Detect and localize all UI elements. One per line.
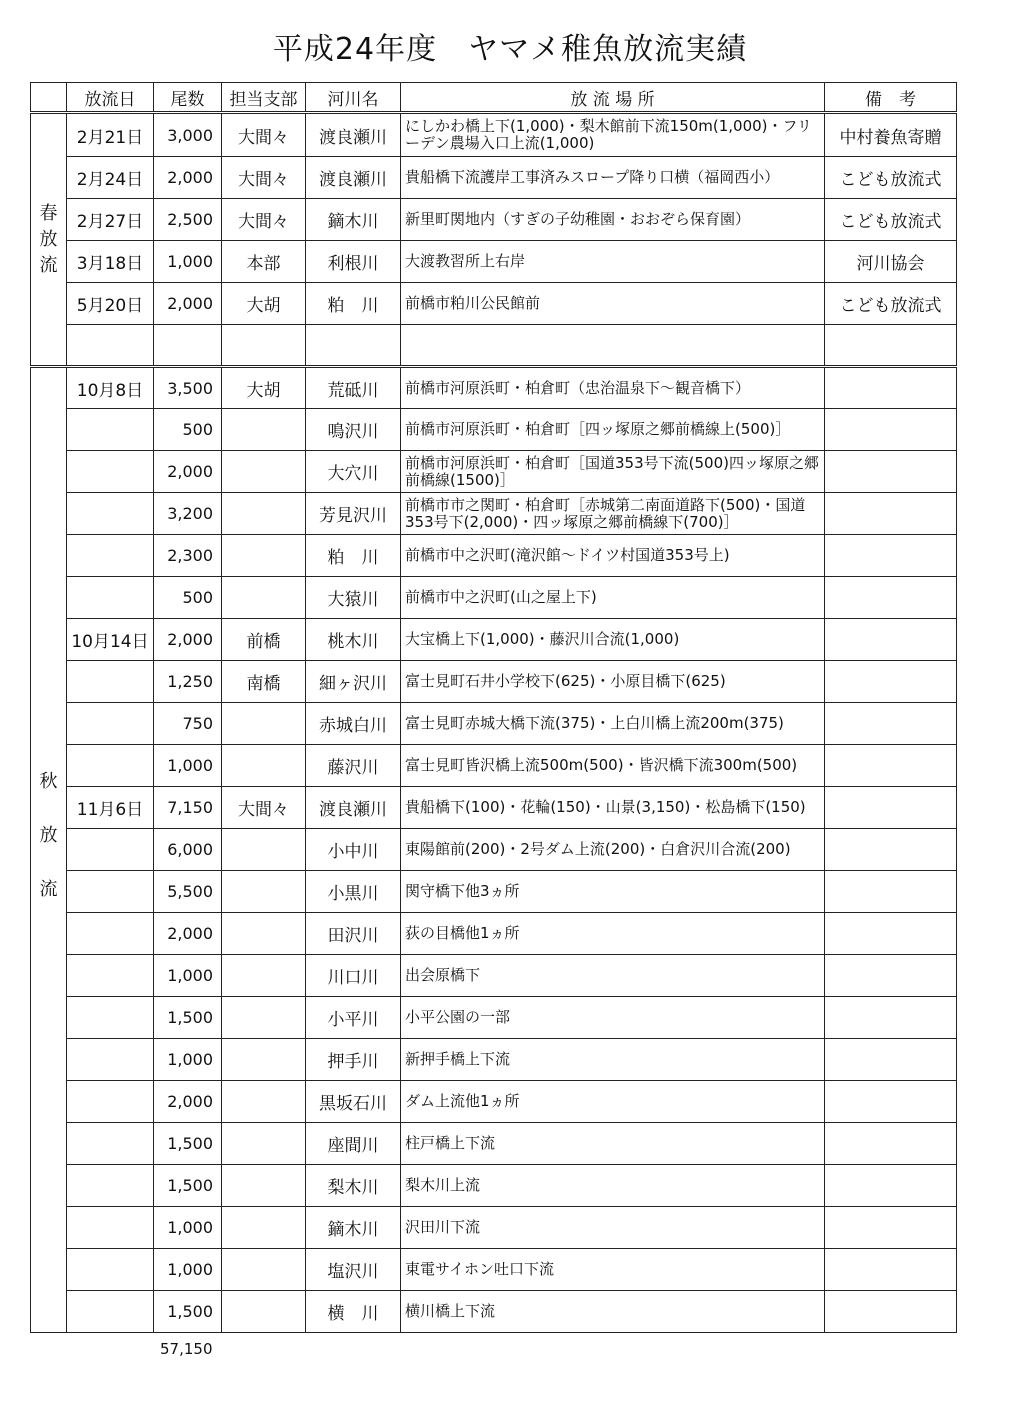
corner-cell <box>31 83 67 113</box>
note-cell <box>825 703 957 745</box>
place-cell: 荻の目橋他1ヵ所 <box>401 913 825 955</box>
release-date-cell <box>67 955 154 997</box>
header-date: 放流日 <box>67 83 154 113</box>
place-cell: 出会原橋下 <box>401 955 825 997</box>
count-cell: 3,500 <box>154 367 222 409</box>
count-cell: 500 <box>154 409 222 451</box>
table-row <box>31 1039 957 1081</box>
header-note: 備 考 <box>825 83 957 113</box>
place-cell: 大宝橋上下(1,000)・藤沢川合流(1,000) <box>401 619 825 661</box>
release-date-cell: 5月20日 <box>67 283 154 325</box>
count-cell <box>154 325 222 367</box>
table-row <box>31 1291 957 1333</box>
note-cell <box>825 1165 957 1207</box>
count-cell: 1,500 <box>154 997 222 1039</box>
release-date-cell: 2月24日 <box>67 157 154 199</box>
count-cell: 2,000 <box>154 451 222 493</box>
release-date-cell <box>67 997 154 1039</box>
place-cell: 沢田川下流 <box>401 1207 825 1249</box>
count-cell: 3,200 <box>154 493 222 535</box>
branch-cell <box>222 535 306 577</box>
branch-cell <box>222 829 306 871</box>
note-cell <box>825 829 957 871</box>
release-table <box>30 82 957 1333</box>
count-cell: 6,000 <box>154 829 222 871</box>
release-date-cell <box>67 829 154 871</box>
note-cell: こども放流式 <box>825 157 957 199</box>
note-cell <box>825 577 957 619</box>
table-row <box>31 955 957 997</box>
branch-cell <box>222 997 306 1039</box>
note-cell <box>825 745 957 787</box>
river-cell: 粕 川 <box>306 283 401 325</box>
table-row <box>31 829 957 871</box>
river-cell: 赤城白川 <box>306 703 401 745</box>
table-row <box>31 997 957 1039</box>
branch-cell <box>222 451 306 493</box>
place-cell: 前橋市中之沢町(滝沢館～ドイツ村国道353号上) <box>401 535 825 577</box>
note-cell <box>825 955 957 997</box>
river-cell: 梨木川 <box>306 1165 401 1207</box>
release-date-cell <box>67 577 154 619</box>
autumn-season-label <box>31 367 67 1333</box>
release-date-cell <box>67 451 154 493</box>
branch-cell <box>222 409 306 451</box>
table-row <box>31 745 957 787</box>
branch-cell: 南橋 <box>222 661 306 703</box>
place-cell: 前橋市河原浜町・柏倉町［国道353号下流(500)四ッ塚原之郷前橋線(1500)］ <box>401 451 825 493</box>
river-cell: 横 川 <box>306 1291 401 1333</box>
branch-cell <box>222 703 306 745</box>
release-date-cell: 10月8日 <box>67 367 154 409</box>
table-row <box>31 1207 957 1249</box>
total-count: 57,150 <box>160 1340 213 1358</box>
note-cell <box>825 619 957 661</box>
count-cell: 1,500 <box>154 1165 222 1207</box>
release-date-cell: 11月6日 <box>67 787 154 829</box>
table-row <box>31 787 957 829</box>
river-cell: 田沢川 <box>306 913 401 955</box>
release-date-cell <box>67 871 154 913</box>
table-row <box>31 661 957 703</box>
branch-cell <box>222 1165 306 1207</box>
place-cell: 大渡教習所上右岸 <box>401 241 825 283</box>
table-row <box>31 367 957 409</box>
note-cell <box>825 451 957 493</box>
table-row <box>31 157 957 199</box>
count-cell: 3,000 <box>154 113 222 157</box>
table-row <box>31 1165 957 1207</box>
branch-cell <box>222 1207 306 1249</box>
count-cell: 1,000 <box>154 241 222 283</box>
branch-cell: 大間々 <box>222 113 306 157</box>
note-cell <box>825 493 957 535</box>
branch-cell: 大間々 <box>222 787 306 829</box>
autumn-season-char: 放 <box>39 825 58 846</box>
river-cell: 渡良瀬川 <box>306 113 401 157</box>
table-row <box>31 451 957 493</box>
count-cell: 1,000 <box>154 1249 222 1291</box>
river-cell <box>306 325 401 367</box>
river-cell: 鳴沢川 <box>306 409 401 451</box>
river-cell: 荒砥川 <box>306 367 401 409</box>
release-date-cell: 2月21日 <box>67 113 154 157</box>
place-cell: 前橋市河原浜町・柏倉町（忠治温泉下～観音橋下） <box>401 367 825 409</box>
count-cell: 2,000 <box>154 1081 222 1123</box>
table-row <box>31 619 957 661</box>
note-cell <box>825 661 957 703</box>
release-date-cell: 10月14日 <box>67 619 154 661</box>
branch-cell <box>222 1291 306 1333</box>
release-date-cell <box>67 1081 154 1123</box>
page-title: 平成24年度 ヤマメ稚魚放流実績 <box>272 32 748 67</box>
place-cell: 前橋市河原浜町・柏倉町［四ッ塚原之郷前橋線上(500)］ <box>401 409 825 451</box>
table-row <box>31 1123 957 1165</box>
count-cell: 1,000 <box>154 1207 222 1249</box>
table-row <box>31 1249 957 1291</box>
note-cell <box>825 409 957 451</box>
table-row <box>31 1081 957 1123</box>
river-cell: 小黒川 <box>306 871 401 913</box>
river-cell: 渡良瀬川 <box>306 787 401 829</box>
river-cell: 鏑木川 <box>306 199 401 241</box>
place-cell: 新押手橋上下流 <box>401 1039 825 1081</box>
table-row <box>31 283 957 325</box>
place-cell: 東陽館前(200)・2号ダム上流(200)・白倉沢川合流(200) <box>401 829 825 871</box>
count-cell: 1,000 <box>154 955 222 997</box>
branch-cell <box>222 955 306 997</box>
table-row <box>31 577 957 619</box>
branch-cell <box>222 913 306 955</box>
river-cell: 大穴川 <box>306 451 401 493</box>
branch-cell <box>222 745 306 787</box>
release-date-cell <box>67 913 154 955</box>
note-cell <box>825 787 957 829</box>
branch-cell <box>222 1123 306 1165</box>
place-cell: 新里町関地内（すぎの子幼稚園・おおぞら保育園） <box>401 199 825 241</box>
table-body <box>31 113 957 1333</box>
release-date-cell <box>67 1207 154 1249</box>
river-cell: 大猿川 <box>306 577 401 619</box>
river-cell: 小平川 <box>306 997 401 1039</box>
table-row <box>31 409 957 451</box>
place-cell: 横川橋上下流 <box>401 1291 825 1333</box>
note-cell <box>825 1249 957 1291</box>
count-cell: 2,000 <box>154 283 222 325</box>
table-row <box>31 199 957 241</box>
count-cell: 1,500 <box>154 1123 222 1165</box>
branch-cell <box>222 1249 306 1291</box>
count-cell: 2,000 <box>154 913 222 955</box>
note-cell: こども放流式 <box>825 199 957 241</box>
river-cell: 鏑木川 <box>306 1207 401 1249</box>
count-cell: 2,000 <box>154 619 222 661</box>
header-row <box>31 83 957 113</box>
count-cell: 750 <box>154 703 222 745</box>
header-count: 尾数 <box>154 83 222 113</box>
note-cell: こども放流式 <box>825 283 957 325</box>
place-cell: 小平公園の一部 <box>401 997 825 1039</box>
river-cell: 小中川 <box>306 829 401 871</box>
count-cell: 2,500 <box>154 199 222 241</box>
count-cell: 500 <box>154 577 222 619</box>
place-cell: ダム上流他1ヵ所 <box>401 1081 825 1123</box>
place-cell: 関守橋下他3ヵ所 <box>401 871 825 913</box>
place-cell: 前橋市市之関町・柏倉町［赤城第二南面道路下(500)・国道353号下(2,000)・四ッ塚原之郷前橋線下(700)］ <box>401 493 825 535</box>
table-row <box>31 703 957 745</box>
count-cell: 1,500 <box>154 1291 222 1333</box>
release-date-cell <box>67 1165 154 1207</box>
branch-cell <box>222 325 306 367</box>
place-cell: 東電サイホン吐口下流 <box>401 1249 825 1291</box>
count-cell: 1,000 <box>154 745 222 787</box>
note-cell <box>825 1207 957 1249</box>
release-date-cell <box>67 661 154 703</box>
branch-cell <box>222 871 306 913</box>
table-row <box>31 535 957 577</box>
note-cell <box>825 1081 957 1123</box>
place-cell: 富士見町皆沢橋上流500m(500)・皆沢橋下流300m(500) <box>401 745 825 787</box>
count-cell: 2,300 <box>154 535 222 577</box>
release-date-cell <box>67 409 154 451</box>
branch-cell <box>222 577 306 619</box>
table-row <box>31 913 957 955</box>
branch-cell: 大間々 <box>222 199 306 241</box>
place-cell <box>401 325 825 367</box>
note-cell <box>825 913 957 955</box>
autumn-season-char: 流 <box>39 879 58 900</box>
branch-cell: 前橋 <box>222 619 306 661</box>
branch-cell <box>222 1039 306 1081</box>
note-cell: 中村養魚寄贈 <box>825 113 957 157</box>
header-river: 河川名 <box>306 83 401 113</box>
count-cell: 7,150 <box>154 787 222 829</box>
place-cell: にしかわ橋上下(1,000)・梨木館前下流150m(1,000)・フリーデン農場入口上流(1,000) <box>401 113 825 157</box>
spring-season-label <box>31 113 67 367</box>
count-cell: 1,000 <box>154 1039 222 1081</box>
river-cell: 黒坂石川 <box>306 1081 401 1123</box>
note-cell <box>825 871 957 913</box>
count-cell: 2,000 <box>154 157 222 199</box>
table-row <box>31 871 957 913</box>
release-date-cell <box>67 493 154 535</box>
note-cell <box>825 1039 957 1081</box>
note-cell <box>825 535 957 577</box>
branch-cell: 本部 <box>222 241 306 283</box>
note-cell: 河川協会 <box>825 241 957 283</box>
note-cell <box>825 997 957 1039</box>
river-cell: 川口川 <box>306 955 401 997</box>
release-date-cell <box>67 1291 154 1333</box>
note-cell <box>825 367 957 409</box>
count-cell: 5,500 <box>154 871 222 913</box>
branch-cell <box>222 493 306 535</box>
release-date-cell <box>67 535 154 577</box>
release-date-cell <box>67 745 154 787</box>
place-cell: 貴船橋下流護岸工事済みスロープ降り口横（福岡西小） <box>401 157 825 199</box>
branch-cell <box>222 1081 306 1123</box>
count-cell: 1,250 <box>154 661 222 703</box>
place-cell: 貴船橋下(100)・花輪(150)・山景(3,150)・松島橋下(150) <box>401 787 825 829</box>
river-cell: 粕 川 <box>306 535 401 577</box>
release-date-cell <box>67 1249 154 1291</box>
release-date-cell <box>67 1123 154 1165</box>
river-cell: 押手川 <box>306 1039 401 1081</box>
release-date-cell: 2月27日 <box>67 199 154 241</box>
place-cell: 前橋市中之沢町(山之屋上下) <box>401 577 825 619</box>
spring-season-char: 流 <box>39 254 58 276</box>
table-row <box>31 113 957 157</box>
release-date-cell <box>67 1039 154 1081</box>
spring-season-char: 春 <box>39 202 58 224</box>
note-cell <box>825 325 957 367</box>
river-cell: 桃木川 <box>306 619 401 661</box>
place-cell: 前橋市粕川公民館前 <box>401 283 825 325</box>
river-cell: 芳見沢川 <box>306 493 401 535</box>
note-cell <box>825 1123 957 1165</box>
table-row <box>31 493 957 535</box>
autumn-season-char: 秋 <box>39 771 58 792</box>
note-cell <box>825 1291 957 1333</box>
branch-cell: 大胡 <box>222 283 306 325</box>
table-row <box>31 241 957 283</box>
river-cell: 塩沢川 <box>306 1249 401 1291</box>
river-cell: 利根川 <box>306 241 401 283</box>
release-date-cell <box>67 325 154 367</box>
header-place: 放 流 場 所 <box>401 83 825 113</box>
place-cell: 富士見町赤城大橋下流(375)・上白川橋上流200m(375) <box>401 703 825 745</box>
header-branch: 担当支部 <box>222 83 306 113</box>
place-cell: 富士見町石井小学校下(625)・小原目橋下(625) <box>401 661 825 703</box>
river-cell: 渡良瀬川 <box>306 157 401 199</box>
release-date-cell <box>67 703 154 745</box>
place-cell: 柱戸橋上下流 <box>401 1123 825 1165</box>
branch-cell: 大胡 <box>222 367 306 409</box>
branch-cell: 大間々 <box>222 157 306 199</box>
spring-season-char: 放 <box>39 228 58 250</box>
river-cell: 細ヶ沢川 <box>306 661 401 703</box>
table-row <box>31 325 957 367</box>
river-cell: 藤沢川 <box>306 745 401 787</box>
place-cell: 梨木川上流 <box>401 1165 825 1207</box>
release-date-cell: 3月18日 <box>67 241 154 283</box>
river-cell: 座間川 <box>306 1123 401 1165</box>
